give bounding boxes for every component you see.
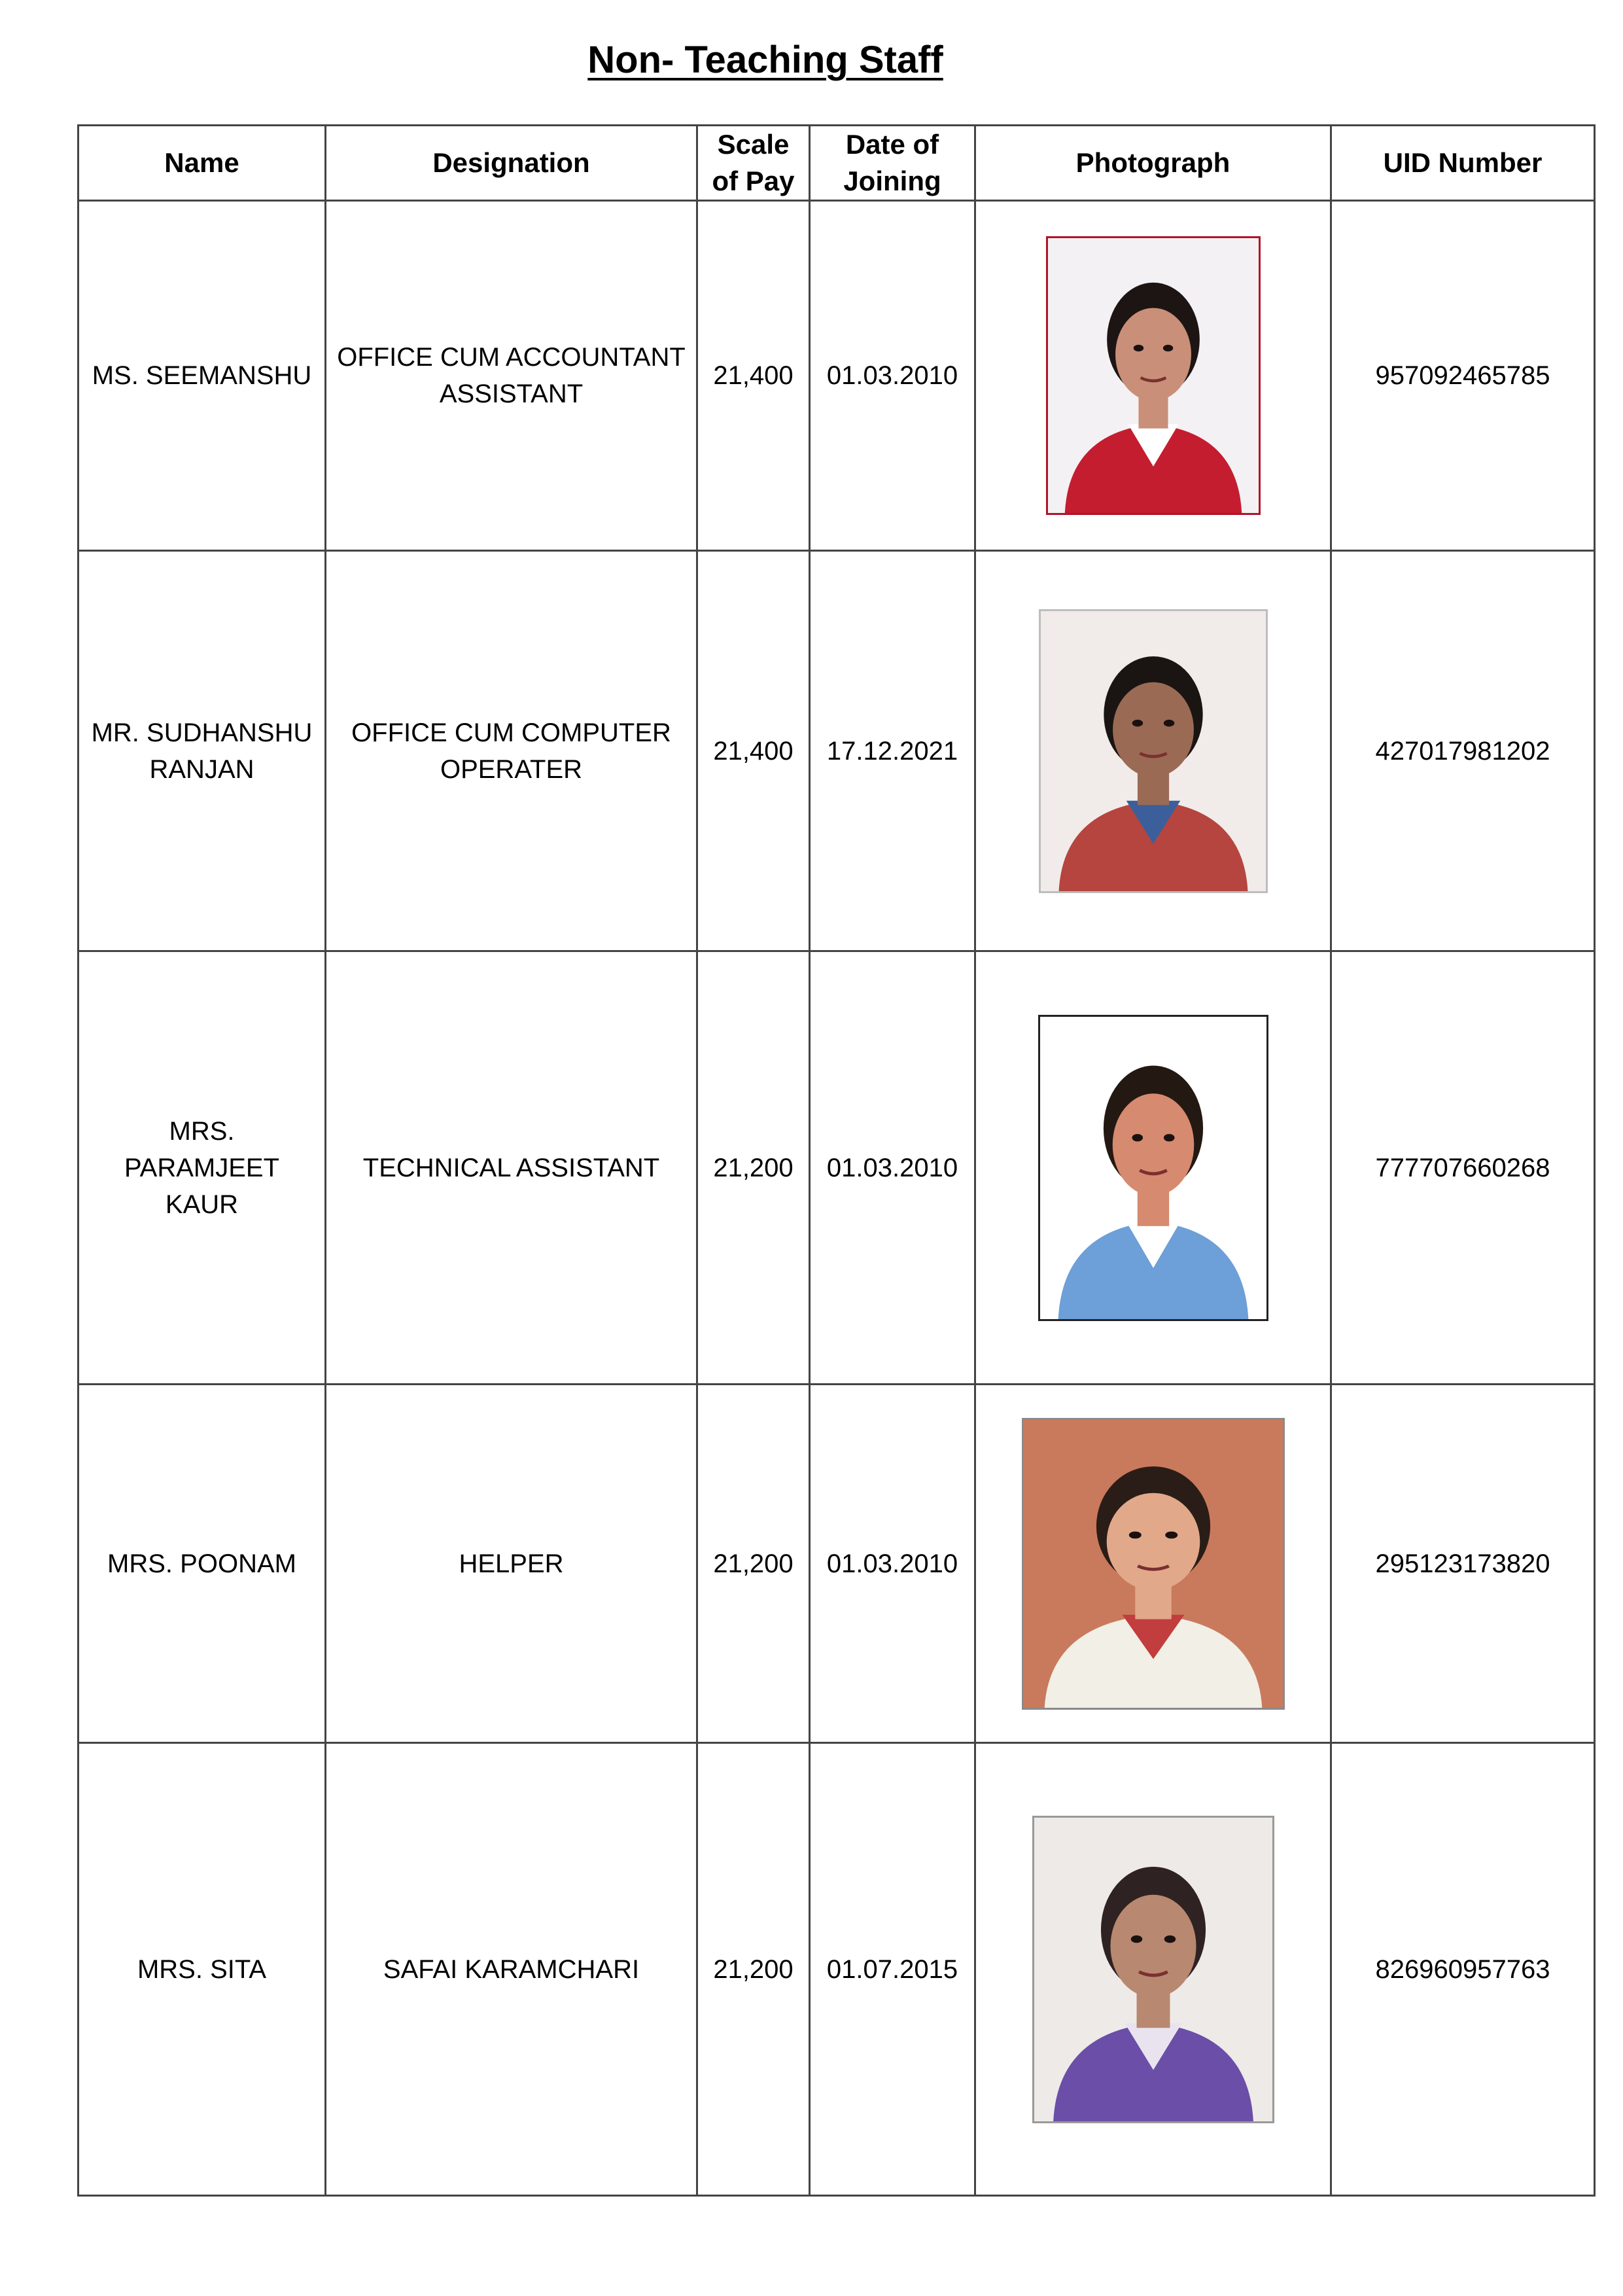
photo-eye [1164,1935,1175,1942]
cell-uid-number: 295123173820 [1331,1385,1595,1743]
cell-uid-number: 427017981202 [1331,551,1595,951]
portrait-illustration [1048,238,1259,513]
cell-designation: OFFICE CUM ACCOUNTANT ASSISTANT [326,201,697,551]
header-designation: Designation [326,126,697,201]
cell-name: MS. SEEMANSHU [79,201,326,551]
header-scale-of-pay: Scale of Pay [697,126,810,201]
cell-designation: HELPER [326,1385,697,1743]
cell-name: MRS. POONAM [79,1385,326,1743]
photo-face [1113,682,1194,777]
cell-date-of-joining: 01.07.2015 [810,1743,975,2196]
table-row [79,1743,1595,2196]
photo-eye [1163,1134,1174,1141]
cell-photograph [975,951,1331,1385]
photo-eye [1132,1134,1143,1141]
cell-uid-number: 777707660268 [1331,951,1595,1385]
portrait-illustration [1024,1420,1283,1708]
cell-scale-of-pay: 21,400 [697,551,810,951]
table-row [79,551,1595,951]
staff-photo [1032,1816,1274,2123]
header-uid-number: UID Number [1331,126,1595,201]
table-row [79,1385,1595,1743]
cell-scale-of-pay: 21,200 [697,1743,810,2196]
staff-photo [1022,1418,1285,1710]
staff-table [77,124,1596,2197]
page-title: Non- Teaching Staff [587,39,943,81]
cell-scale-of-pay: 21,200 [697,951,810,1385]
photo-face [1115,308,1191,401]
photo-face [1106,1492,1200,1590]
cell-date-of-joining: 01.03.2010 [810,201,975,551]
header-photograph: Photograph [975,126,1331,201]
cell-designation: SAFAI KARAMCHARI [326,1743,697,2196]
staff-photo [1038,1015,1268,1321]
cell-uid-number: 826960957763 [1331,1743,1595,2196]
photo-eye [1133,345,1143,351]
cell-scale-of-pay: 21,400 [697,201,810,551]
photo-face [1112,1093,1194,1195]
photo-eye [1165,1531,1178,1538]
header-name: Name [79,126,326,201]
staff-photo [1046,236,1261,515]
cell-name: MRS. SITA [79,1743,326,2196]
cell-name: MR. SUDHANSHU RANJAN [79,551,326,951]
photo-eye [1132,719,1143,726]
portrait-illustration [1040,1017,1266,1319]
cell-designation: OFFICE CUM COMPUTER OPERATER [326,551,697,951]
table-row [79,951,1595,1385]
photo-eye [1128,1531,1141,1538]
cell-designation: TECHNICAL ASSISTANT [326,951,697,1385]
photo-eye [1130,1935,1142,1942]
cell-photograph [975,1385,1331,1743]
cell-date-of-joining: 17.12.2021 [810,551,975,951]
cell-scale-of-pay: 21,200 [697,1385,810,1743]
portrait-illustration [1041,611,1266,891]
staff-photo [1039,609,1268,893]
cell-name: MRS. PARAMJEET KAUR [79,951,326,1385]
photo-eye [1163,719,1174,726]
cell-photograph [975,551,1331,951]
cell-photograph [975,1743,1331,2196]
table-row [79,201,1595,551]
cell-photograph [975,201,1331,551]
table-header-row [79,126,1595,201]
photo-eye [1162,345,1172,351]
header-date-of-joining: Date of Joining [810,126,975,201]
cell-uid-number: 957092465785 [1331,201,1595,551]
cell-date-of-joining: 01.03.2010 [810,1385,975,1743]
cell-date-of-joining: 01.03.2010 [810,951,975,1385]
portrait-illustration [1034,1818,1272,2121]
photo-face [1110,1894,1196,1997]
